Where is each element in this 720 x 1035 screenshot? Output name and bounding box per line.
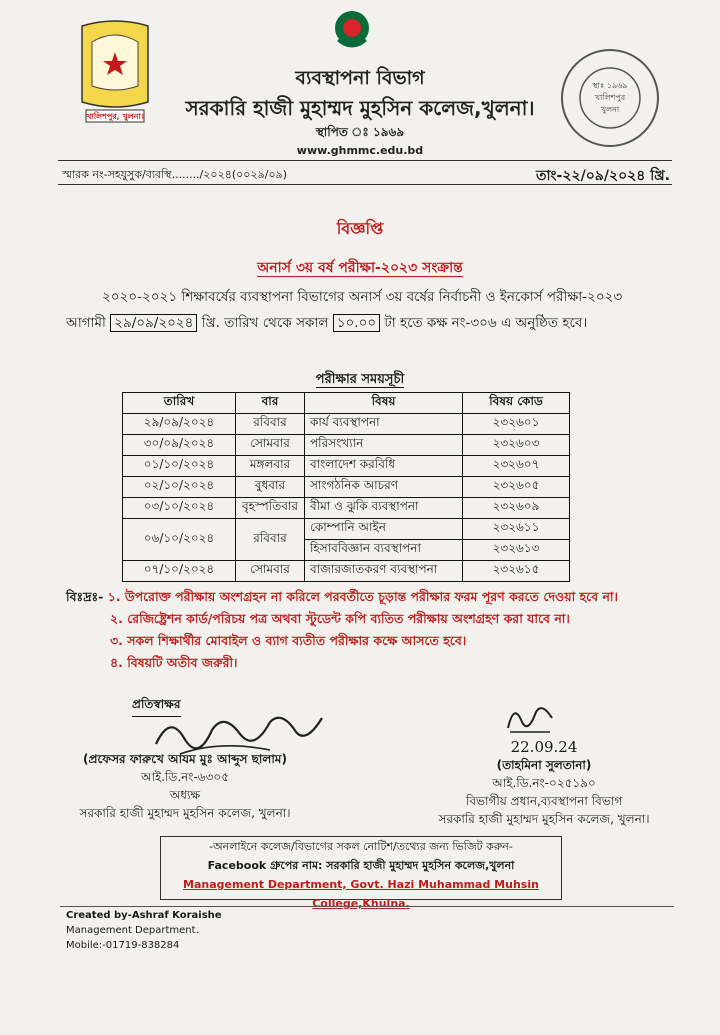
department-name: ব্যবস্থাপনা বিভাগ (295, 67, 425, 89)
row-subject: বীমা ও ঝুকি ব্যবস্থাপনা (305, 498, 463, 519)
creator-info (66, 908, 222, 953)
seal-center-text: স্থাঃ ১৯৬৯ খালিশপুর খুলনা (592, 81, 628, 114)
signatory-left-title: অধ্যক্ষ (169, 788, 201, 802)
creator-mobile: Mobile:-01719-838284 (66, 940, 180, 951)
signature-right-icon (500, 698, 560, 736)
table-row (123, 477, 570, 498)
signatory-right (420, 738, 668, 828)
signatory-left-org: সরকারি হাজী মুহাম্মদ মুহসিন কলেজ, খুলনা। (79, 806, 291, 820)
note-item: ২. রেজিষ্ট্রেশন কার্ড/পরিচয় পত্র অথবা স্টুডেন্ট কপি ব্যতিত পরীক্ষায় অংশগ্রহণ করা যাবে না। (110, 611, 570, 626)
row-code: ২৩২৬১৫ (463, 561, 570, 582)
college-name: সরকারি হাজী মুহাম্মদ মুহসিন কলেজ,খুলনা। (185, 96, 535, 120)
countersign-label: প্রতিস্বাক্ষর (132, 696, 181, 717)
row-date: ০১/১০/২০২৪ (123, 456, 236, 477)
row-code: ২৩২৬০৯ (463, 498, 570, 519)
body-post: টা হতে কক্ষ নং-৩০৬ এ অনুষ্ঠিত হবে। (384, 315, 588, 331)
note-item (66, 586, 676, 608)
row-date: ০৭/১০/২০২৪ (123, 561, 236, 582)
notes-label: বিঃদ্রঃ- (66, 589, 104, 604)
logo-place-label: খালিশপুর, খুলনা। (86, 112, 144, 121)
row-code: ২৩২৬১১ (463, 519, 570, 540)
row-subject: বাজারজাতকরণ ব্যবস্থাপনা (305, 561, 463, 582)
notice-date: তাং-২২/০৯/২০২৪ খ্রি. (535, 168, 670, 184)
creator-dept: Management Department. (66, 925, 199, 936)
website-link[interactable]: www.ghmmc.edu.bd (296, 144, 424, 157)
header-rule-bottom (58, 184, 672, 185)
row-code: ২৩২৬০৭ (463, 456, 570, 477)
row-date: ০২/১০/২০২৪ (123, 477, 236, 498)
established-year: স্থাপিত ঃ ১৯৬৯ (315, 125, 405, 139)
notice-subject (0, 256, 720, 280)
note-text: ১. উপরোক্ত পরীক্ষায় অংশগ্রহন না করিলে পরবর্তীতে চূড়ান্ত পরীক্ষার ফরম পূরণ করতে দেওয়া হবে না। (107, 589, 619, 604)
creator-by: Created by-Ashraf Koraishe (66, 910, 222, 921)
government-emblem-icon (334, 10, 370, 50)
schedule-title-text: পরীক্ষার সময়সূচী (315, 372, 405, 387)
row-subject: সাংগঠনিক আচরণ (305, 477, 463, 498)
signatory-right-date: 22.09.24 (510, 738, 578, 756)
table-row (123, 561, 570, 582)
notice-title: বিজ্ঞপ্তি (336, 219, 384, 238)
signatory-right-title: বিভাগীয় প্রধান,ব্যবস্থাপনা বিভাগ (465, 794, 623, 808)
notice-subject-text: অনার্স ৩য় বর্ষ পরীক্ষা-২০২৩ সংক্রান্ত (257, 260, 463, 276)
notice-body (66, 284, 664, 336)
table-row (123, 498, 570, 519)
row-day: রবিবার (236, 414, 305, 435)
table-row (123, 414, 570, 435)
notes-section (66, 586, 676, 674)
column-header-date: তারিখ (123, 393, 236, 414)
footer-box (160, 836, 562, 910)
row-day: মঙ্গলবার (236, 456, 305, 477)
row-date: ০৩/১০/২০২৪ (123, 498, 236, 519)
schedule-title (0, 370, 720, 391)
row-subject: বাংলাদেশ করবিধি (305, 456, 463, 477)
table-row (123, 456, 570, 477)
signatory-right-org: সরকারি হাজী মুহাম্মদ মুহসিন কলেজ, খুলনা। (438, 812, 650, 826)
signatory-left-name: (প্রফেসর ফারুখে আযম মুঃ আব্দুস ছালাম) (83, 752, 287, 766)
note-item: ৩. সকল শিক্ষার্থীর মোবাইল ও ব্যাগ ব্যতীত পরীক্ষার কক্ষে আসতে হবে। (110, 633, 467, 648)
row-date: ২৯/০৯/২০২৪ (123, 414, 236, 435)
row-day: সোমবার (236, 561, 305, 582)
column-header-subject: বিষয় (305, 393, 463, 414)
row-subject: কার্য ব্যবস্থাপনা (305, 414, 463, 435)
signatory-left-id: আই.ডি.নং-৬৩০৫ (141, 770, 229, 784)
table-header-row (123, 393, 570, 414)
row-date: ৩০/০৯/২০২৪ (123, 435, 236, 456)
row-code: ২৩২৬০৩ (463, 435, 570, 456)
row-day: বুধবার (236, 477, 305, 498)
note-item: ৪. বিষয়টি অতীব জরুরী। (110, 655, 238, 670)
row-code: ২৩২৬০৫ (463, 477, 570, 498)
body-exam-date: ২৯/০৯/২০২৪ (110, 314, 197, 332)
table-row (123, 435, 570, 456)
body-pre: ২০২০-২০২১ শিক্ষাবর্ষের ব্যবস্থাপনা বিভাগের অনার্স ৩য় বর্ষের নির্বাচনী ও ইনকোর্স পরীক্ষা-২০২৩ আগামী (66, 289, 623, 331)
row-day: রবিবার (236, 519, 305, 561)
row-date: ০৬/১০/২০২৪ (123, 519, 236, 561)
row-subject: পরিসংখ্যান (305, 435, 463, 456)
footer-line-facebook: Facebook গ্রুপের নাম: সরকারি হাজী মুহাম্মদ মুহসিন কলেজ,খুলনা (207, 859, 515, 872)
row-code: ২৩২৬১৩ (463, 540, 570, 561)
signatory-right-name: (তাহমিনা সুলতানা) (496, 758, 592, 772)
reference-row (62, 166, 670, 185)
row-code: ২৩২৬০১ (463, 414, 570, 435)
column-header-day: বার (236, 393, 305, 414)
table-row (123, 519, 570, 540)
signatory-left (60, 750, 310, 822)
creator-rule (60, 906, 674, 907)
column-header-code: বিষয় কোড (463, 393, 570, 414)
memo-number: স্মারক নং-সহযুসুক/ব্যবস্থি......../২০২৪(০০২৯/০৯) (62, 168, 288, 181)
signatory-right-id: আই.ডি.নং-০২৫১৯০ (492, 776, 596, 790)
row-subject: হিসাববিজ্ঞান ব্যবস্থাপনা (305, 540, 463, 561)
exam-schedule-table (122, 392, 570, 582)
row-day: সোমবার (236, 435, 305, 456)
row-day: বৃহস্পতিবার (236, 498, 305, 519)
footer-line-visit: -অনলাইনে কলেজ/বিভাগের সকল নোটিশ/তথ্যের জন্য ভিজিট করুন- (209, 840, 513, 853)
header-rule-top (58, 160, 672, 161)
footer-department-link[interactable]: Management Department, Govt. Hazi Muhammad Muhsin College,Khulna. (183, 878, 539, 910)
row-subject: কোম্পানি আইন (305, 519, 463, 540)
body-mid: খ্রি. তারিখ থেকে সকাল (201, 315, 329, 331)
body-exam-time: ১০.০০ (333, 314, 380, 332)
